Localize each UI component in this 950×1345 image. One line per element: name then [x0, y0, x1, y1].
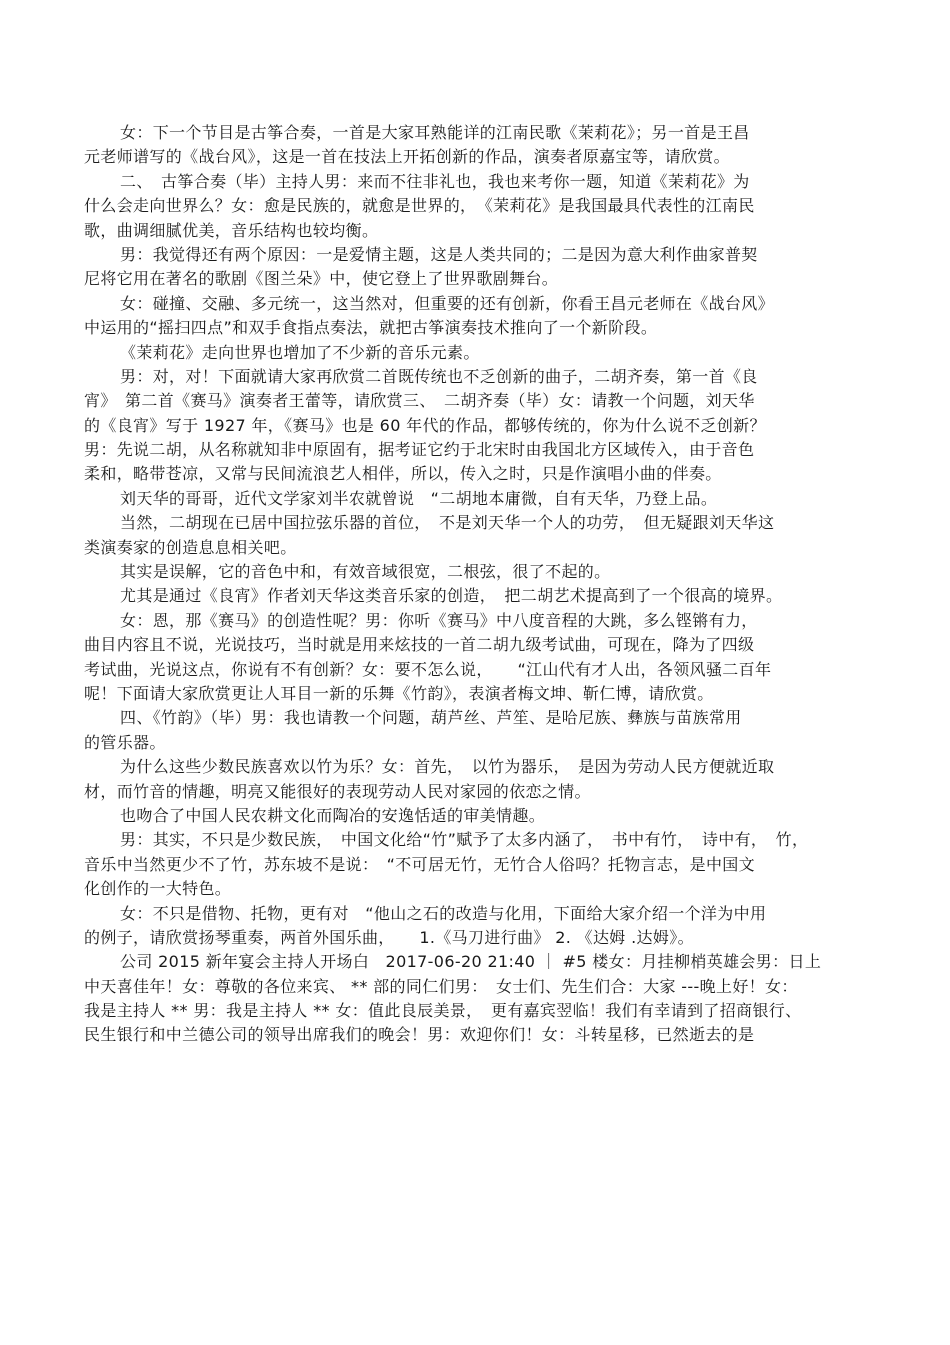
text-line: 中天喜佳年！女：尊敬的各位来宾、 ** 部的同仁们男： 女士们、先生们合：大家 ---晚上好！女：	[84, 976, 798, 996]
text-line: 歌，曲调细腻优美，音乐结构也较均衡。	[84, 220, 379, 240]
text-line: 材，而竹音的情趣，明亮又能很好的表现劳动人民对家园的依恋之情。	[84, 781, 591, 801]
text-line: 的例子，请欣赏扬琴重奏，两首外国乐曲， 1.《马刀进行曲》 2. 《达姆 .达姆》。	[84, 927, 694, 947]
text-line: 四、《竹韵》（毕）男：我也请教一个问题，葫芦丝、芦笙、是哈尼族、彝族与苗族常用	[120, 708, 742, 728]
text-line: 男：我觉得还有两个原因：一是爱情主题，这是人类共同的；二是因为意大利作曲家普契	[120, 244, 758, 264]
text-line: 尤其是通过《良宵》作者刘天华这类音乐家的创造， 把二胡艺术提高到了一个很高的境界。	[120, 586, 783, 606]
text-line: 呢！下面请大家欣赏更让人耳目一新的乐舞《竹韵》，表演者梅文坤、靳仁博，请欣赏。	[84, 683, 714, 703]
text-line: 的《良宵》写于 1927 年，《赛马》也是 60 年代的作品，都够传统的，你为什么说不乏创新？	[84, 415, 766, 435]
text-line: 元老师谱写的《战台风》，这是一首在技法上开拓创新的作品，演奏者原嘉宝等，请欣赏。	[84, 147, 731, 167]
text-line: 女：恩，那《赛马》的创造性呢？男：你听《赛马》中八度音程的大跳，多么铿锵有力，	[120, 610, 758, 630]
text-line: 民生银行和中兰德公司的领导出席我们的晚会！男：欢迎你们！女：斗转星移，已然逝去的是	[84, 1025, 755, 1045]
text-line: 考试曲，光说这点，你说有不有创新？女：要不怎么说， “江山代有才人出，各领风骚二百年	[84, 659, 772, 679]
text-line: 的管乐器。	[84, 732, 166, 752]
text-line: 男：先说二胡，从名称就知非中原固有，据考证它约于北宋时由我国北方区域传入，由于音色	[84, 440, 755, 460]
text-line: 《茉莉花》走向世界也增加了不少新的音乐元素。	[120, 342, 480, 362]
text-line: 宵》 第二首《赛马》演奏者王蕾等，请欣赏三、 二胡齐奏（毕）女：请教一个问题，刘天华	[84, 391, 755, 411]
text-line: 柔和，略带苍凉，又常与民间流浪艺人相伴，所以，传入之时，只是作演唱小曲的伴奏。	[84, 464, 722, 484]
text-line: 女：不只是借物、托物，更有对 “他山之石的改造与化用，下面给大家介绍一个洋为中用	[120, 903, 767, 923]
text-line: 二、 古筝合奏（毕）主持人男：来而不往非礼也，我也来考你一题，知道《茉莉花》为	[120, 171, 750, 191]
text-line: 男：对，对！下面就请大家再欣赏二首既传统也不乏创新的曲子，二胡齐奏，第一首《良	[120, 366, 758, 386]
text-line: 刘天华的哥哥，近代文学家刘半农就曾说 “二胡地本庸微，自有天华，乃登上品。	[120, 488, 718, 508]
text-line: 女：下一个节目是古筝合奏，一首是大家耳熟能详的江南民歌《茉莉花》；另一首是王昌	[120, 123, 750, 142]
text-line: 男：其实，不只是少数民族， 中国文化给“竹”赋予了太多内涵了， 书中有竹， 诗中有， 竹，	[120, 830, 809, 850]
text-line: 也吻合了中国人民农耕文化而陶冶的安逸恬适的审美情趣。	[120, 805, 546, 825]
text-line: 尼将它用在著名的歌剧《图兰朵》中，使它登上了世界歌剧舞台。	[84, 269, 559, 289]
text-line: 中运用的“摇扫四点”和双手食指点奏法，就把古筝演奏技术推向了一个新阶段。	[84, 318, 658, 338]
text-line: 女：碰撞、交融、多元统一，这当然对，但重要的还有创新，你看王昌元老师在《战台风》	[120, 293, 775, 313]
text-line: 音乐中当然更少不了竹，苏东坡不是说： “不可居无竹，无竹合人俗吗？托物言志，是中国文	[84, 854, 755, 874]
text-line: 为什么这些少数民族喜欢以竹为乐？女：首先， 以竹为器乐， 是因为劳动人民方便就近取	[120, 757, 775, 777]
text-line: 什么会走向世界么？女：愈是民族的，就愈是世界的， 《茉莉花》是我国最具代表性的江南民	[84, 196, 755, 216]
text-line: 当然，二胡现在已居中国拉弦乐器的首位， 不是刘天华一个人的功劳， 但无疑跟刘天华这	[120, 513, 775, 533]
text-line: 类演奏家的创造息息相关吧。	[84, 537, 297, 557]
text-line: 我是主持人 ** 男：我是主持人 ** 女：值此良辰美景， 更有嘉宾翌临！我们有幸请到了招商银行、	[84, 1001, 802, 1021]
text-line: 曲目内容且不说，光说技巧，当时就是用来炫技的一首二胡九级考试曲，可现在，降为了四级	[84, 635, 755, 655]
text-line: 其实是误解，它的音色中和，有效音域很宽，二根弦，很了不起的。	[120, 562, 611, 582]
text-line: 化创作的一大特色。	[84, 879, 232, 899]
text-line: 公司 2015 新年宴会主持人开场白 2017-06-20 21:40 ｜ #5 楼女：月挂柳梢英雄会男：日上	[120, 952, 822, 972]
document-body	[84, 121, 860, 1048]
